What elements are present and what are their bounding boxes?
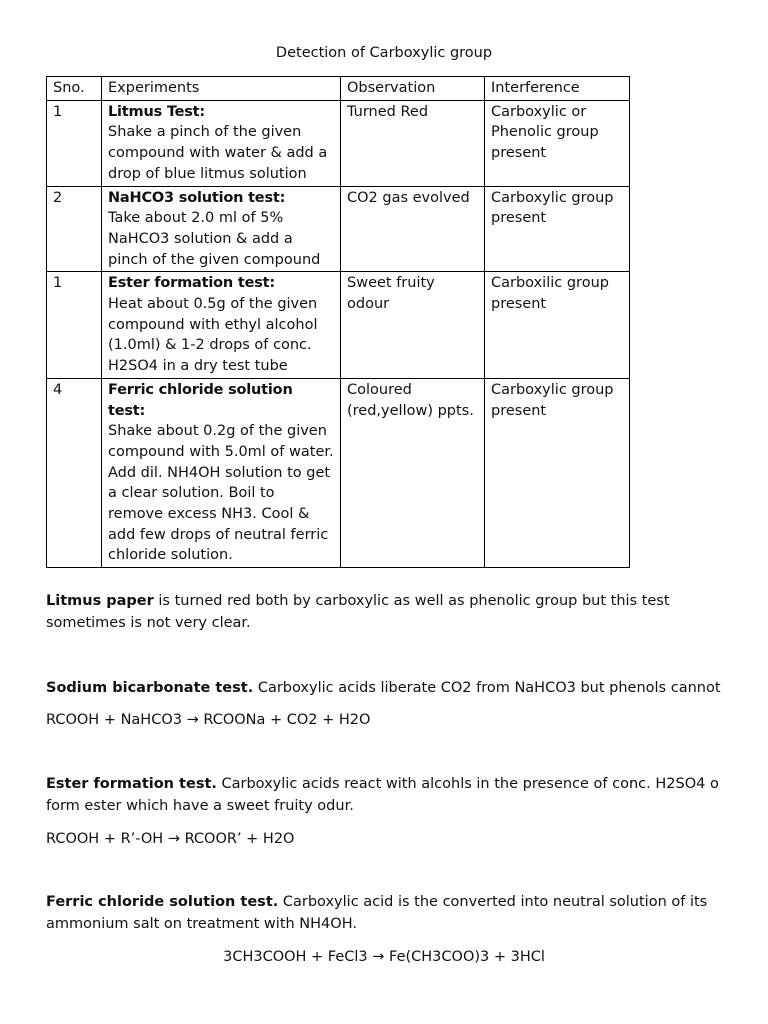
table-row	[47, 378, 630, 567]
sno-cell: 1	[47, 100, 102, 186]
experiment-cell	[102, 378, 341, 567]
experiment-procedure: Shake a pinch of the given compound with water & add a drop of blue litmus solution	[108, 124, 328, 182]
ferric-note-text: Carboxylic acid is the converted into neutral solution of its ammonium salt on treatment with NH4OH.	[46, 894, 708, 932]
experiment-name: NaHCO3 solution test:	[108, 189, 286, 206]
bicarbonate-note	[46, 677, 726, 699]
tests-table	[46, 76, 630, 568]
ferric-note-lead: Ferric chloride solution test.	[46, 894, 279, 910]
experiment-cell	[102, 272, 341, 379]
litmus-note-lead: Litmus paper	[46, 593, 154, 609]
observation-cell: Turned Red	[341, 100, 485, 186]
experiment-name: Ester formation test:	[108, 275, 275, 292]
column-header-sno: Sno.	[47, 77, 102, 101]
ester-note	[46, 773, 726, 817]
experiment-cell	[102, 186, 341, 272]
table-row	[47, 272, 630, 379]
table-row	[47, 100, 630, 186]
column-header-experiments: Experiments	[102, 77, 341, 101]
ester-equation: RCOOH + R’-OH → RCOOR’ + H2O	[46, 831, 295, 847]
ester-note-lead: Ester formation test.	[46, 776, 217, 792]
sno-cell: 4	[47, 378, 102, 567]
column-header-interference: Interference	[485, 77, 630, 101]
experiment-name: Ferric chloride solution test:	[108, 381, 293, 419]
page-title: Detection of Carboxylic group	[275, 45, 493, 61]
ferric-note	[46, 891, 726, 935]
interference-cell: Carboxylic or Phenolic group present	[485, 100, 630, 186]
experiment-cell	[102, 100, 341, 186]
table-row	[47, 186, 630, 272]
ferric-equation: 3CH3COOH + FeCl3 → Fe(CH3COO)3 + 3HCl	[223, 949, 545, 965]
experiment-name: Litmus Test:	[108, 103, 206, 120]
observation-cell: Sweet fruity odour	[341, 272, 485, 379]
experiment-procedure: Heat about 0.5g of the given compound with ethyl alcohol (1.0ml) & 1-2 drops of conc. H2SO4 in a dry test tube	[108, 296, 318, 375]
interference-cell: Carboxilic group present	[485, 272, 630, 379]
ester-note-text: Carboxylic acids react with alcohls in the presence of conc. H2SO4 o form ester which have a sweet fruity odur.	[46, 776, 719, 814]
sno-cell: 1	[47, 272, 102, 379]
litmus-note-text: is turned red both by carboxylic as well as phenolic group but this test sometimes is not very clear.	[46, 593, 670, 631]
table-header-row	[47, 77, 630, 101]
litmus-note	[46, 590, 726, 634]
experiment-procedure: Shake about 0.2g of the given compound with 5.0ml of water. Add dil. NH4OH solution to get a clear solution. Boil to remove excess NH3. Cool & add few drops of neutral ferric chloride solution.	[108, 423, 334, 564]
interference-cell: Carboxylic group present	[485, 378, 630, 567]
column-header-observation: Observation	[341, 77, 485, 101]
sno-cell: 2	[47, 186, 102, 272]
bicarbonate-note-text: Carboxylic acids liberate CO2 from NaHCO3 but phenols cannot	[253, 680, 721, 696]
bicarbonate-equation: RCOOH + NaHCO3 → RCOONa + CO2 + H2O	[46, 712, 371, 728]
observation-cell: CO2 gas evolved	[341, 186, 485, 272]
interference-cell: Carboxylic group present	[485, 186, 630, 272]
observation-cell: Coloured (red,yellow) ppts.	[341, 378, 485, 567]
experiment-procedure: Take about 2.0 ml of 5% NaHCO3 solution & add a pinch of the given compound	[108, 210, 321, 268]
bicarbonate-note-lead: Sodium bicarbonate test.	[46, 680, 254, 696]
